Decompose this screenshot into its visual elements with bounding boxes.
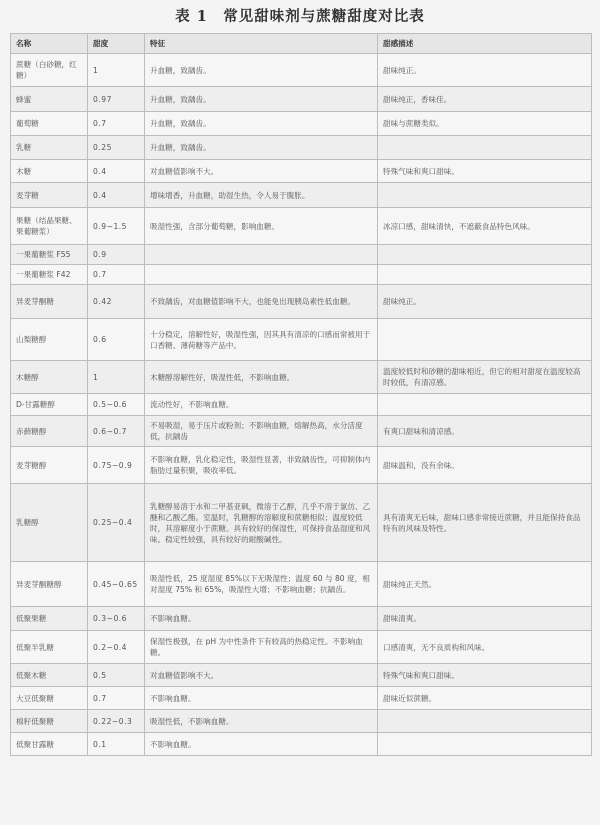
table-row [11,416,592,447]
cell-taste: 甜味纯正，香味佳。 [378,87,592,112]
cell-taste: 甜味纯正。 [378,285,592,319]
cell-feature: 对血糖值影响不大。 [145,664,378,687]
cell-taste [378,183,592,208]
cell-name: 木糖醇 [11,361,88,394]
cell-sweetness: 0.2~0.4 [88,631,145,664]
cell-feature: 不影响血糖。 [145,687,378,710]
cell-taste: 口感清爽，无不良质构和风味。 [378,631,592,664]
cell-name: 蜂蜜 [11,87,88,112]
cell-feature: 保湿性极强，在 pH 为中性条件下有较高的热稳定性。不影响血糖。 [145,631,378,664]
cell-taste: 甜味清爽。 [378,607,592,631]
cell-sweetness: 0.25 [88,136,145,160]
cell-name: 麦芽糖 [11,183,88,208]
cell-taste [378,710,592,733]
cell-name: 一果葡糖浆 F42 [11,265,88,285]
cell-sweetness: 0.25~0.4 [88,484,145,562]
cell-sweetness: 0.22~0.3 [88,710,145,733]
cell-name: 异麦芽酮糖醇 [11,562,88,607]
header-name: 名称 [11,34,88,54]
cell-feature: 不易吸湿，易于压片或粉剂；不影响血糖，熔解热高，水分活度低，抗龋齿 [145,416,378,447]
cell-name: 蔗糖（白砂糖，红糖） [11,54,88,87]
header-taste: 甜感描述 [378,34,592,54]
cell-feature: 升血糖，致龋齿。 [145,87,378,112]
cell-name: 一果葡糖浆 F55 [11,245,88,265]
table-row [11,112,592,136]
cell-feature: 乳糖醇易溶于水和二甲基亚砜，微溶于乙醇，几乎不溶于氯仿、乙醚和乙酸乙酯。室温时，乳糖醇的溶解度和蔗糖相似；温度较低时，其溶解度小于蔗糖。具有较好的保湿性，可保持食品湿度和风味。稳定性较强，具有较好的耐酸碱性。 [145,484,378,562]
cell-name: 山梨糖醇 [11,319,88,361]
cell-sweetness: 0.6~0.7 [88,416,145,447]
cell-name: 麦芽糖醇 [11,447,88,484]
table-row [11,136,592,160]
cell-name: 乳糖 [11,136,88,160]
cell-sweetness: 0.4 [88,183,145,208]
cell-sweetness: 0.9 [88,245,145,265]
cell-name: 低聚果糖 [11,607,88,631]
cell-taste: 甜味纯正天然。 [378,562,592,607]
cell-name: 木糖 [11,160,88,183]
table-row [11,319,592,361]
cell-name: D-甘露糖醇 [11,394,88,416]
cell-sweetness: 0.7 [88,112,145,136]
cell-taste: 冰凉口感，甜味清快，不遮蔽食品特色风味。 [378,208,592,245]
cell-feature: 对血糖值影响不大。 [145,160,378,183]
cell-taste: 具有清爽无后味，甜味口感非常接近蔗糖，并且能保持食品特有的风味及特性。 [378,484,592,562]
table-row [11,484,592,562]
table-row [11,664,592,687]
cell-sweetness: 0.5~0.6 [88,394,145,416]
table-row [11,54,592,87]
cell-taste [378,245,592,265]
cell-sweetness: 0.7 [88,687,145,710]
cell-sweetness: 0.42 [88,285,145,319]
cell-sweetness: 0.75~0.9 [88,447,145,484]
cell-sweetness: 0.9~1.5 [88,208,145,245]
table-row [11,160,592,183]
cell-sweetness: 1 [88,361,145,394]
cell-feature: 吸湿性低，不影响血糖。 [145,710,378,733]
cell-feature: 吸湿性强，含部分葡萄糖，影响血糖。 [145,208,378,245]
cell-feature: 升血糖，致龋齿。 [145,54,378,87]
cell-sweetness: 0.4 [88,160,145,183]
header-feature: 特征 [145,34,378,54]
cell-feature: 不影响血糖，乳化稳定性，吸湿性显著，非致龋齿性，可抑制体内脂肪过量积聚，吸收率低。 [145,447,378,484]
table-row [11,562,592,607]
cell-feature: 升血糖，致龋齿。 [145,136,378,160]
cell-taste: 温度较低时和砂糖的甜味相近，但它的相对甜度在温度较高时较低，有清凉感。 [378,361,592,394]
cell-taste: 特殊气味和爽口甜味。 [378,664,592,687]
cell-sweetness: 0.45~0.65 [88,562,145,607]
cell-sweetness: 1 [88,54,145,87]
table-row [11,208,592,245]
cell-feature: 不影响血糖。 [145,607,378,631]
cell-sweetness: 0.1 [88,733,145,756]
cell-taste: 特殊气味和爽口甜味。 [378,160,592,183]
cell-name: 葡萄糖 [11,112,88,136]
cell-feature [145,265,378,285]
cell-taste [378,394,592,416]
table-row [11,607,592,631]
cell-taste: 有爽口甜味和清凉感。 [378,416,592,447]
cell-feature [145,245,378,265]
sweetener-comparison-table [10,33,592,756]
cell-taste [378,319,592,361]
table-body [11,54,592,756]
table-row [11,394,592,416]
table-row [11,285,592,319]
cell-name: 大豆低聚糖 [11,687,88,710]
cell-name: 果糖（结晶果糖、果葡糖浆） [11,208,88,245]
cell-name: 赤藓糖醇 [11,416,88,447]
cell-taste [378,265,592,285]
cell-sweetness: 0.97 [88,87,145,112]
table-row [11,733,592,756]
table-header-row [11,34,592,54]
cell-sweetness: 0.3~0.6 [88,607,145,631]
cell-taste: 甜味纯正。 [378,54,592,87]
table-row [11,631,592,664]
cell-name: 乳糖醇 [11,484,88,562]
cell-taste: 甜味温和，没有余味。 [378,447,592,484]
cell-name: 异麦芽酮糖 [11,285,88,319]
cell-name: 低聚甘露糖 [11,733,88,756]
table-row [11,265,592,285]
cell-feature: 升血糖，致龋齿。 [145,112,378,136]
cell-feature: 增味增香，升血糖，助湿生热，令人易于腹胀。 [145,183,378,208]
cell-taste [378,733,592,756]
cell-sweetness: 0.6 [88,319,145,361]
cell-feature: 吸湿性低，25 度湿度 85%以下无吸湿性；温度 60 与 80 度，相对湿度 75% 和 65%，吸湿性大增；不影响血糖；抗龋齿。 [145,562,378,607]
cell-feature: 不致龋齿，对血糖值影响不大，也能免出现胰岛素性低血糖。 [145,285,378,319]
header-sweetness: 甜度 [88,34,145,54]
cell-sweetness: 0.7 [88,265,145,285]
table-row [11,361,592,394]
table-row [11,447,592,484]
table-row [11,87,592,112]
cell-taste: 甜味近似蔗糖。 [378,687,592,710]
table-row [11,710,592,733]
table-row [11,245,592,265]
table-row [11,687,592,710]
cell-feature: 流动性好，不影响血糖。 [145,394,378,416]
cell-taste [378,136,592,160]
cell-name: 棉籽低聚糖 [11,710,88,733]
cell-feature: 十分稳定，溶解性好，吸湿性强，因其具有清凉的口感而常被用于口香糖、薄荷糖等产品中。 [145,319,378,361]
cell-feature: 不影响血糖。 [145,733,378,756]
cell-feature: 木糖醇溶解性好，吸湿性低，不影响血糖。 [145,361,378,394]
cell-taste: 甜味与蔗糖类似。 [378,112,592,136]
cell-sweetness: 0.5 [88,664,145,687]
cell-name: 低聚半乳糖 [11,631,88,664]
table-caption: 表 1 常见甜味剂与蔗糖甜度对比表 [175,8,425,25]
table-row [11,183,592,208]
cell-name: 低聚木糖 [11,664,88,687]
